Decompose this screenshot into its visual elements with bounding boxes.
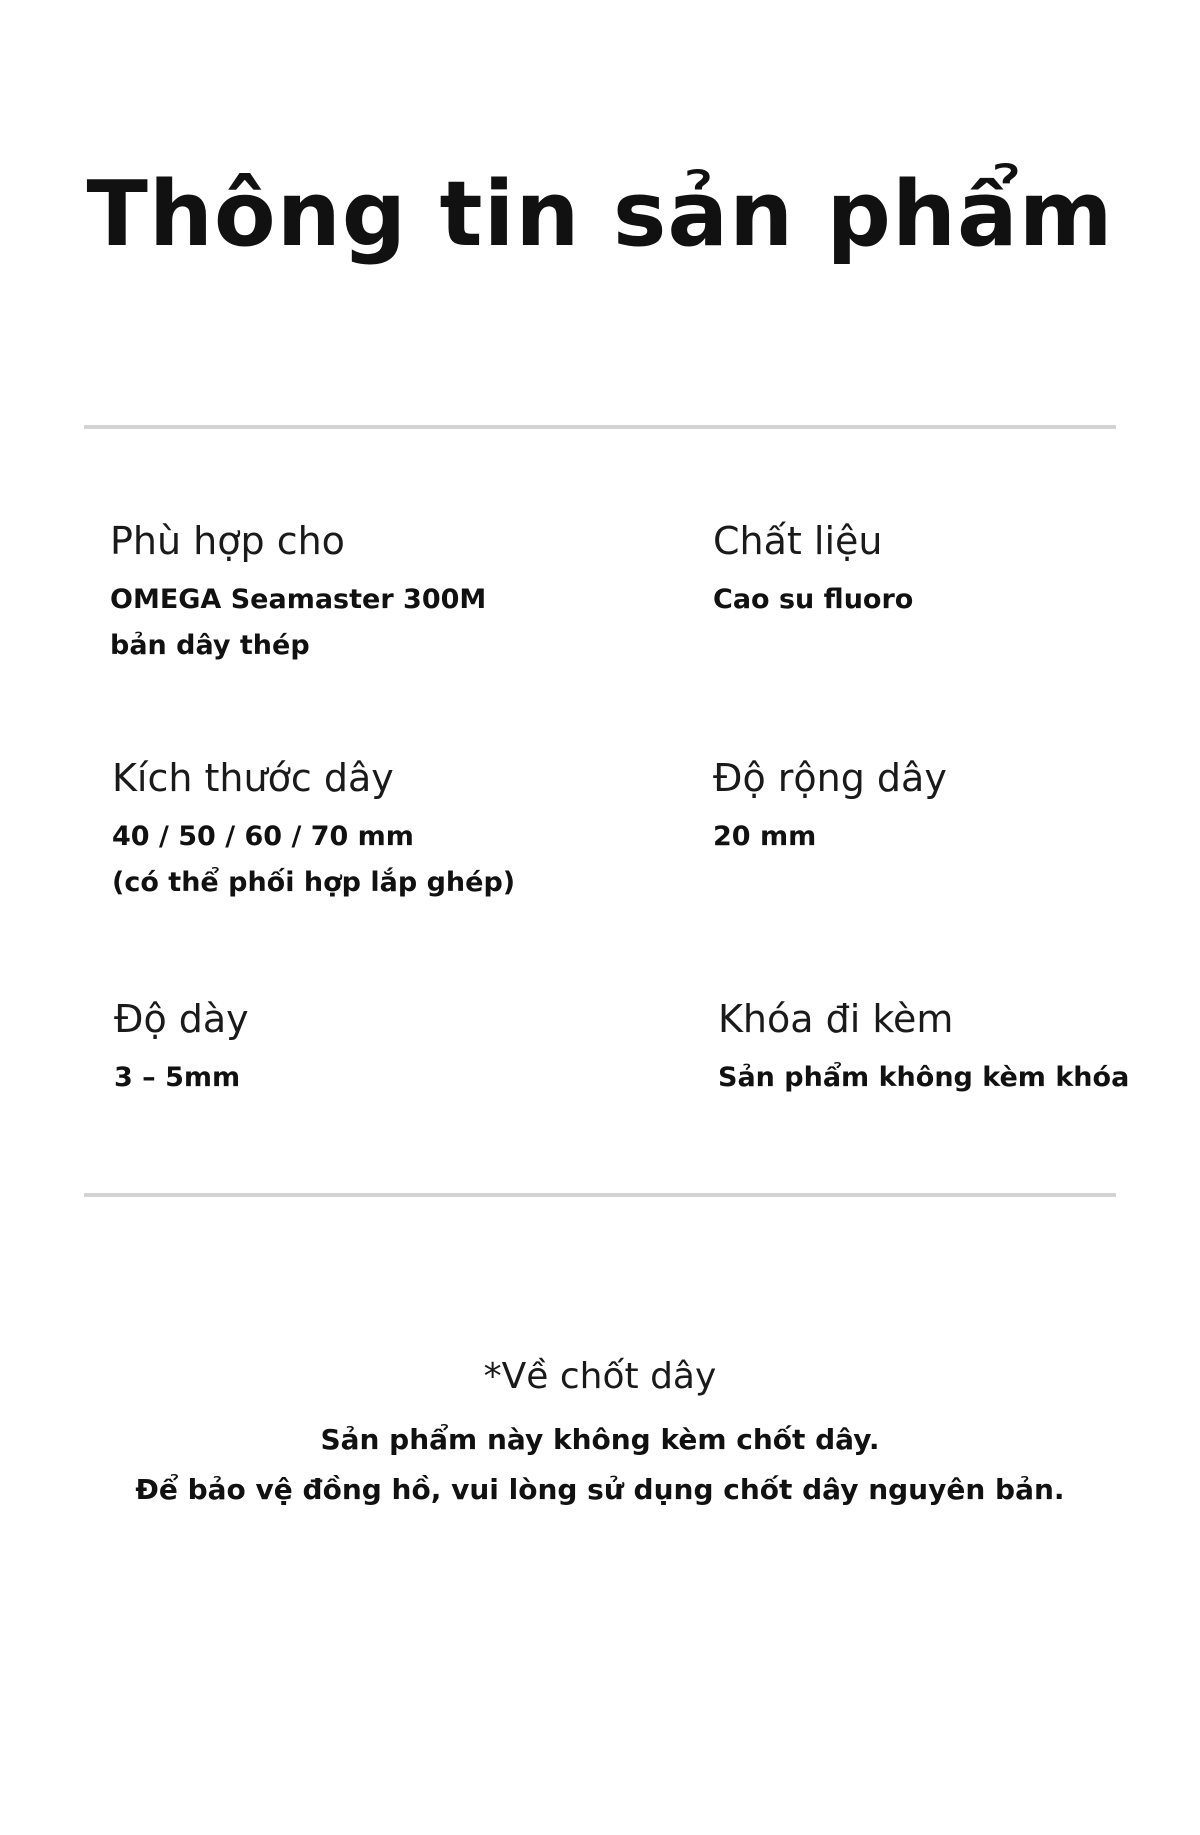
spec-value: 40 / 50 / 60 / 70 mm (có thể phối hợp lắp ghép) bbox=[112, 821, 516, 898]
page-title: Thông tin sản phẩm bbox=[86, 162, 1114, 267]
spec-label: Độ rộng dây bbox=[713, 756, 947, 800]
spec-value: 3 – 5mm bbox=[114, 1062, 241, 1093]
spec-value: Sản phẩm không kèm khóa bbox=[718, 1062, 1130, 1093]
spec-material bbox=[713, 517, 1200, 623]
spec-value: Cao su fluoro bbox=[713, 584, 914, 615]
spec-label: Kích thước dây bbox=[112, 756, 394, 800]
spec-label: Độ dày bbox=[114, 997, 249, 1041]
note-line: Để bảo vệ đồng hồ, vui lòng sử dụng chốt dây nguyên bản. bbox=[135, 1473, 1065, 1506]
note-line: Sản phẩm này không kèm chốt dây. bbox=[320, 1423, 880, 1456]
spec-value: OMEGA Seamaster 300M bản dây thép bbox=[110, 584, 487, 661]
spec-strap-length bbox=[112, 754, 632, 906]
spec-compatible-with bbox=[110, 517, 630, 669]
spec-label: Khóa đi kèm bbox=[718, 997, 954, 1041]
spec-value: 20 mm bbox=[713, 821, 817, 852]
spec-thickness bbox=[114, 995, 634, 1101]
note-label: *Về chốt dây bbox=[483, 1356, 717, 1397]
spring-bar-note bbox=[0, 1353, 1200, 1515]
spec-label: Chất liệu bbox=[713, 519, 883, 563]
spec-strap-width bbox=[713, 754, 1200, 860]
top-divider bbox=[84, 425, 1116, 429]
spec-included-buckle bbox=[718, 995, 1198, 1101]
spec-label: Phù hợp cho bbox=[110, 519, 345, 563]
bottom-divider bbox=[84, 1193, 1116, 1197]
